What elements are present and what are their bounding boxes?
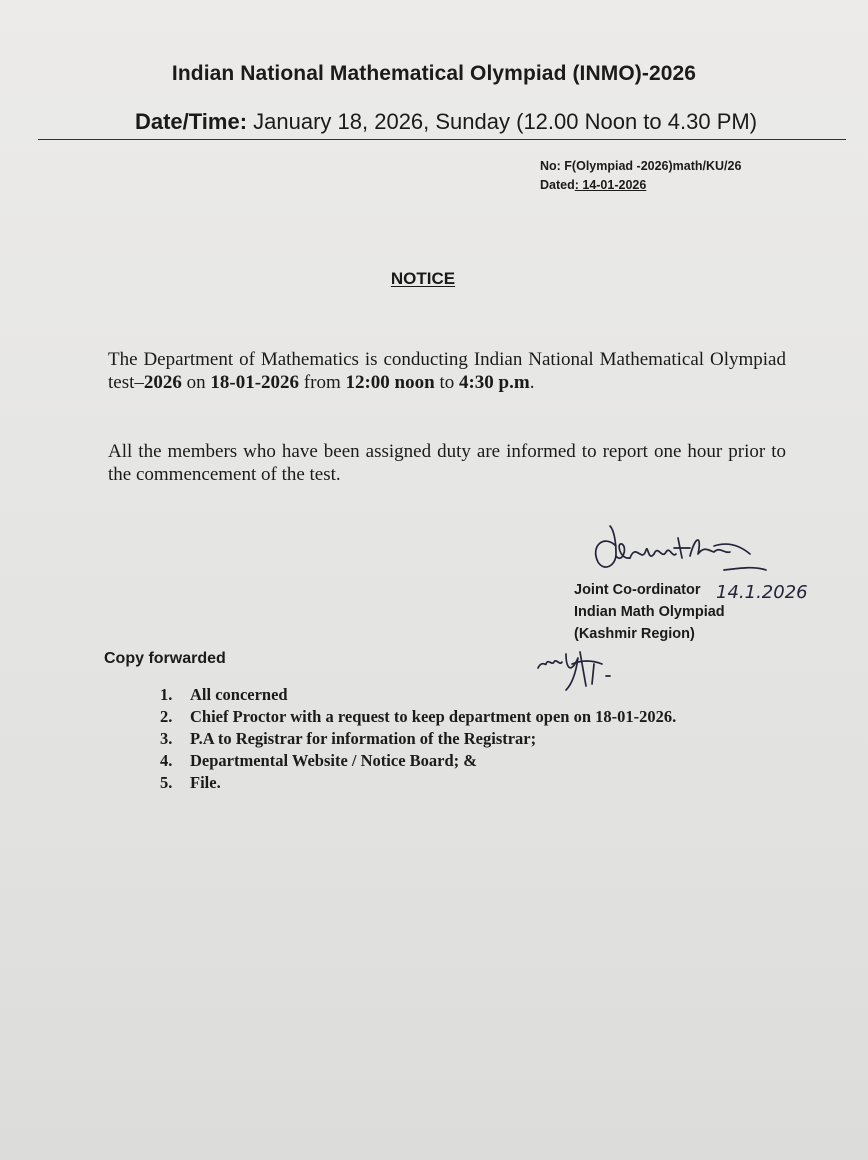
list-item-number: 2.	[160, 707, 173, 726]
para1-text: on	[181, 372, 211, 393]
datetime-label: Date/Time:	[134, 109, 248, 134]
signatory-title: Joint Co-ordinator	[574, 582, 701, 598]
reference-block	[540, 157, 741, 195]
para1-start-time: 12:00 noon	[345, 372, 435, 393]
para1-text: from	[299, 372, 346, 393]
para1-text: to	[434, 372, 459, 393]
list-item-text: Chief Proctor with a request to keep department open on 18-01-2026.	[190, 707, 677, 726]
handwritten-date-text: 14.1.2026	[716, 582, 808, 603]
signatory-organisation: Indian Math Olympiad	[574, 604, 725, 620]
list-item	[160, 684, 676, 706]
list-item-number: 4.	[160, 751, 173, 770]
notice-paragraph-2: All the members who have been assigned duty are informed to report one hour prior to the commencement of the test.	[108, 441, 786, 485]
document-title: Indian National Mathematical Olympiad (INMO)-2026	[171, 62, 697, 85]
dated-value: : 14-01-2026	[574, 178, 647, 192]
list-item-text: File.	[190, 773, 221, 792]
para1-year: 2026	[143, 372, 182, 393]
signatory-block	[574, 579, 725, 645]
list-item-number: 3.	[160, 729, 173, 748]
para1-text: .	[529, 372, 535, 393]
list-item-text: Departmental Website / Notice Board; &	[190, 751, 478, 770]
list-item-number: 5.	[160, 773, 173, 792]
reference-date	[540, 176, 741, 195]
list-item	[160, 706, 676, 728]
dated-label: Dated	[540, 178, 575, 192]
copy-recipients-list	[160, 684, 676, 794]
list-item	[160, 750, 676, 772]
signatory-region: (Kashmir Region)	[574, 626, 695, 642]
reference-number: No: F(Olympiad -2026)math/KU/26	[540, 159, 742, 173]
para1-date: 18-01-2026	[210, 372, 300, 393]
date-time-line	[0, 109, 868, 135]
handwritten-date	[716, 574, 826, 608]
list-item-number: 1.	[160, 685, 173, 704]
list-item	[160, 772, 676, 794]
notice-paragraph-1	[108, 348, 786, 394]
header-divider	[38, 139, 846, 140]
list-item	[160, 728, 676, 750]
copy-forwarded-label: Copy forwarded	[104, 650, 226, 667]
list-item-text: All concerned	[190, 685, 288, 704]
datetime-value: January 18, 2026, Sunday (12.00 Noon to 4.30 PM)	[247, 109, 758, 134]
para1-end-time: 4:30 p.m	[458, 372, 530, 393]
para1-text: The Department of Mathematics is conducting Indian National Mathematical Olympiad test–	[108, 349, 786, 393]
list-item-text: P.A to Registrar for information of the Registrar;	[190, 729, 537, 748]
notice-heading: NOTICE	[390, 269, 456, 288]
